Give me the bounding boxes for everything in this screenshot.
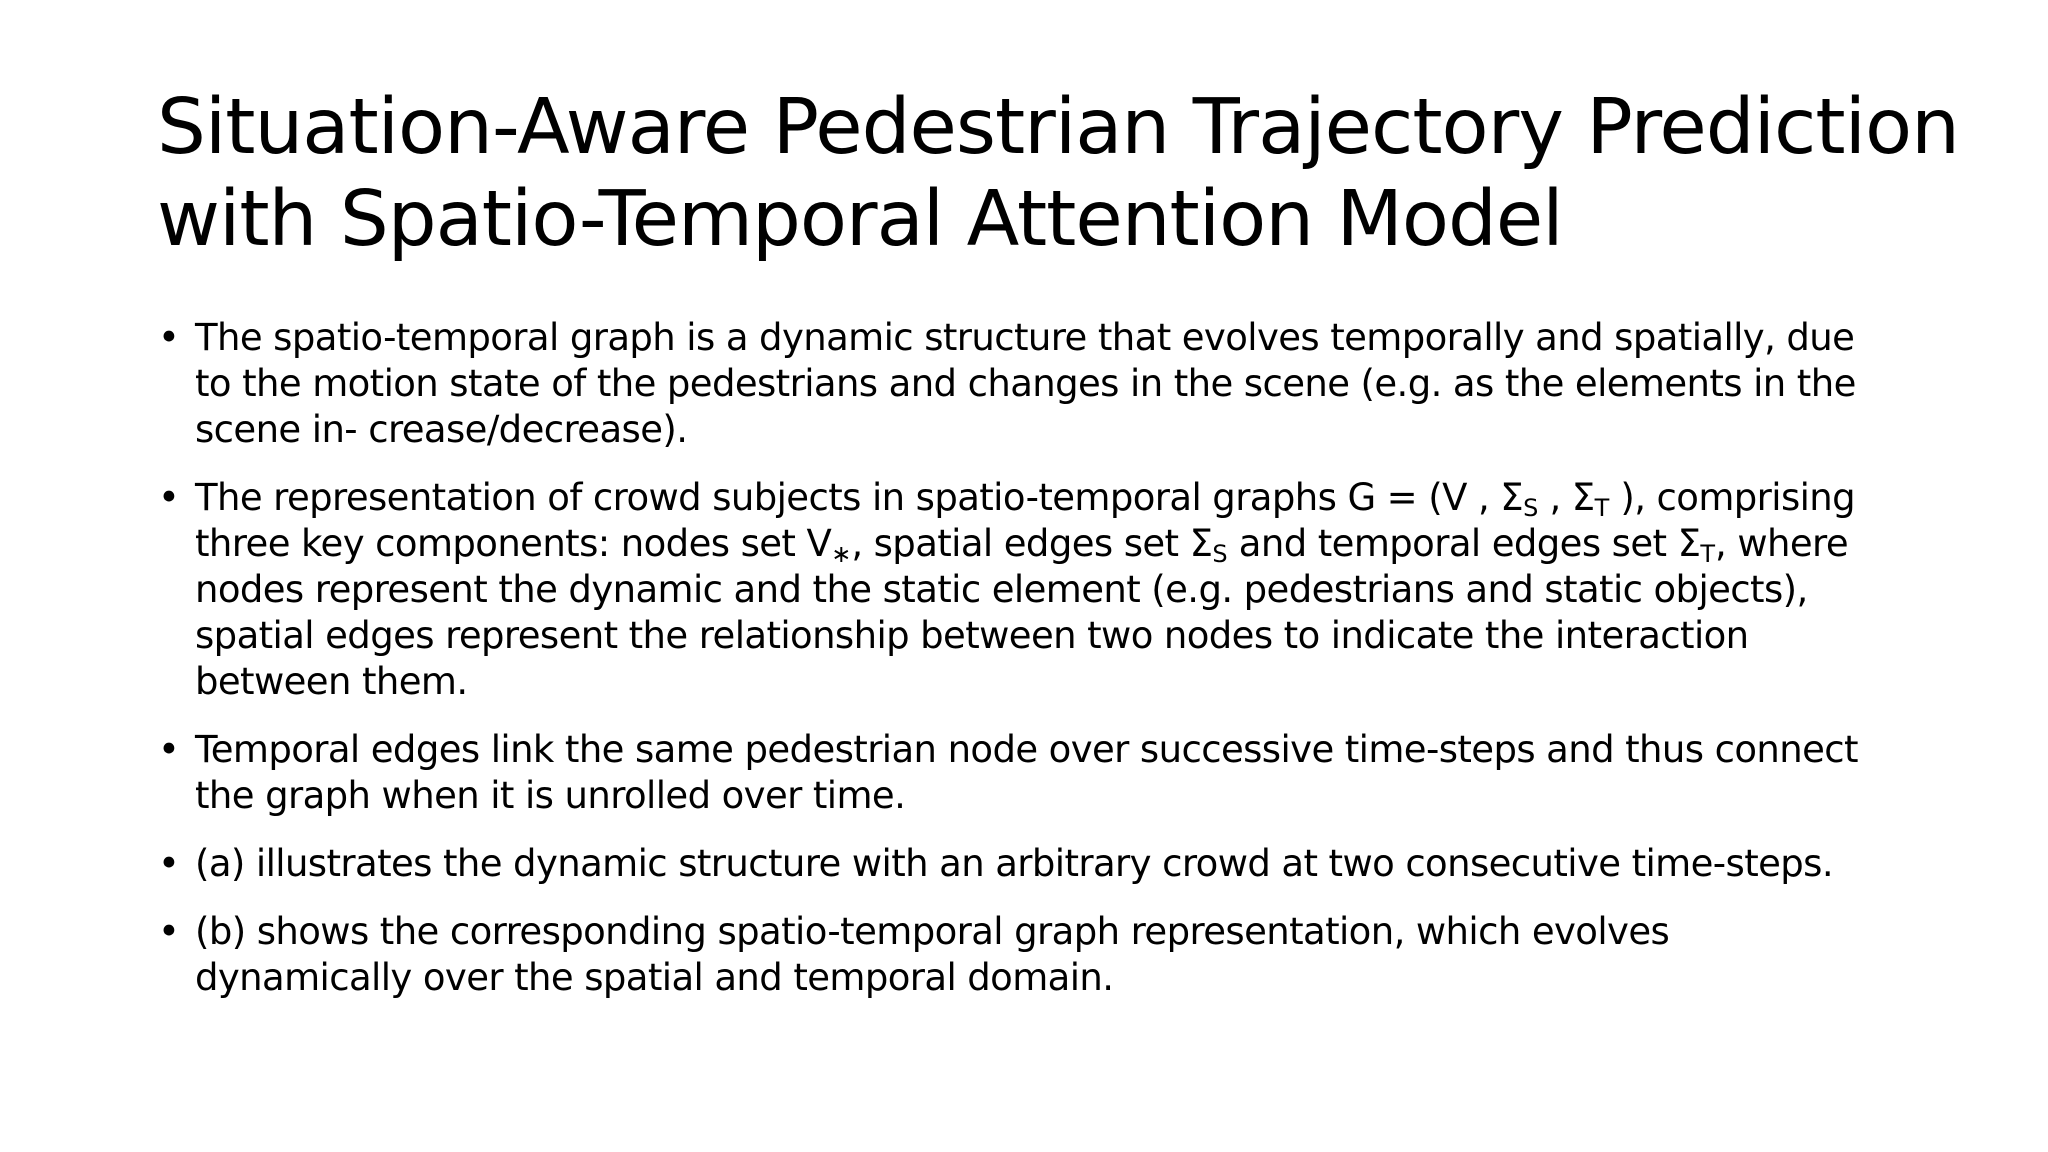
bullet-item-5 [157, 909, 1917, 1001]
text-run: , spatial edges set Σ [851, 522, 1213, 565]
subscript-s: S [1523, 494, 1539, 522]
bullet-line: scene in- crease/decrease). [195, 408, 688, 451]
subscript-t: T [1700, 540, 1716, 568]
text-run: and temporal edges set Σ [1227, 522, 1701, 565]
text-run: , Σ [1538, 476, 1595, 519]
bullet-point-icon: • [158, 910, 180, 953]
subscript-s: S [1212, 540, 1228, 568]
bullet-line: The spatio-temporal graph is a dynamic structure that evolves temporally and spatially, due [195, 316, 1855, 359]
bullet-text [195, 315, 1917, 453]
bullet-item-2 [157, 475, 1917, 705]
slide-title [157, 82, 1957, 266]
bullet-line: between them. [195, 660, 468, 703]
text-run: , where [1715, 522, 1849, 565]
bullet-text [195, 841, 1917, 887]
bullet-point-icon: • [158, 476, 180, 519]
bullet-line: spatial edges represent the relationship between two nodes to indicate the interaction [195, 614, 1749, 657]
bullet-point-icon: • [158, 316, 180, 359]
text-run: three key components: nodes set V [195, 522, 832, 565]
bullet-line: dynamically over the spatial and temporal domain. [195, 956, 1114, 999]
bullet-item-1 [157, 315, 1917, 453]
text-run: The representation of crowd subjects in spatio-temporal graphs G = (V , Σ [195, 476, 1524, 519]
bullet-line: (a) illustrates the dynamic structure with an arbitrary crowd at two consecutive time-steps. [195, 842, 1834, 885]
bullet-list [157, 315, 1917, 1001]
slide-title-line-2: with Spatio-Temporal Attention Model [157, 175, 1563, 264]
bullet-text [195, 909, 1917, 1001]
subscript-t: T [1594, 494, 1610, 522]
text-run: ), comprising [1609, 476, 1856, 519]
bullet-line: to the motion state of the pedestrians and changes in the scene (e.g. as the elements in the [195, 362, 1856, 405]
bullet-line: nodes represent the dynamic and the static element (e.g. pedestrians and static objects), [195, 568, 1808, 611]
bullet-item-4 [157, 841, 1917, 887]
bullet-line: Temporal edges link the same pedestrian node over successive time-steps and thus connect [195, 728, 1858, 771]
bullet-point-icon: • [158, 728, 180, 771]
bullet-line [195, 475, 1917, 521]
slide-title-line-1: Situation-Aware Pedestrian Trajectory Prediction [157, 83, 1959, 172]
bullet-line: (b) shows the corresponding spatio-temporal graph representation, which evolves [195, 910, 1670, 953]
bullet-text [195, 727, 1917, 819]
bullet-point-icon: • [158, 842, 180, 885]
bullet-line: the graph when it is unrolled over time. [195, 774, 906, 817]
bullet-line [195, 521, 1917, 567]
bullet-text [195, 475, 1917, 705]
bullet-item-3 [157, 727, 1917, 819]
subscript-star: ∗ [831, 540, 852, 568]
